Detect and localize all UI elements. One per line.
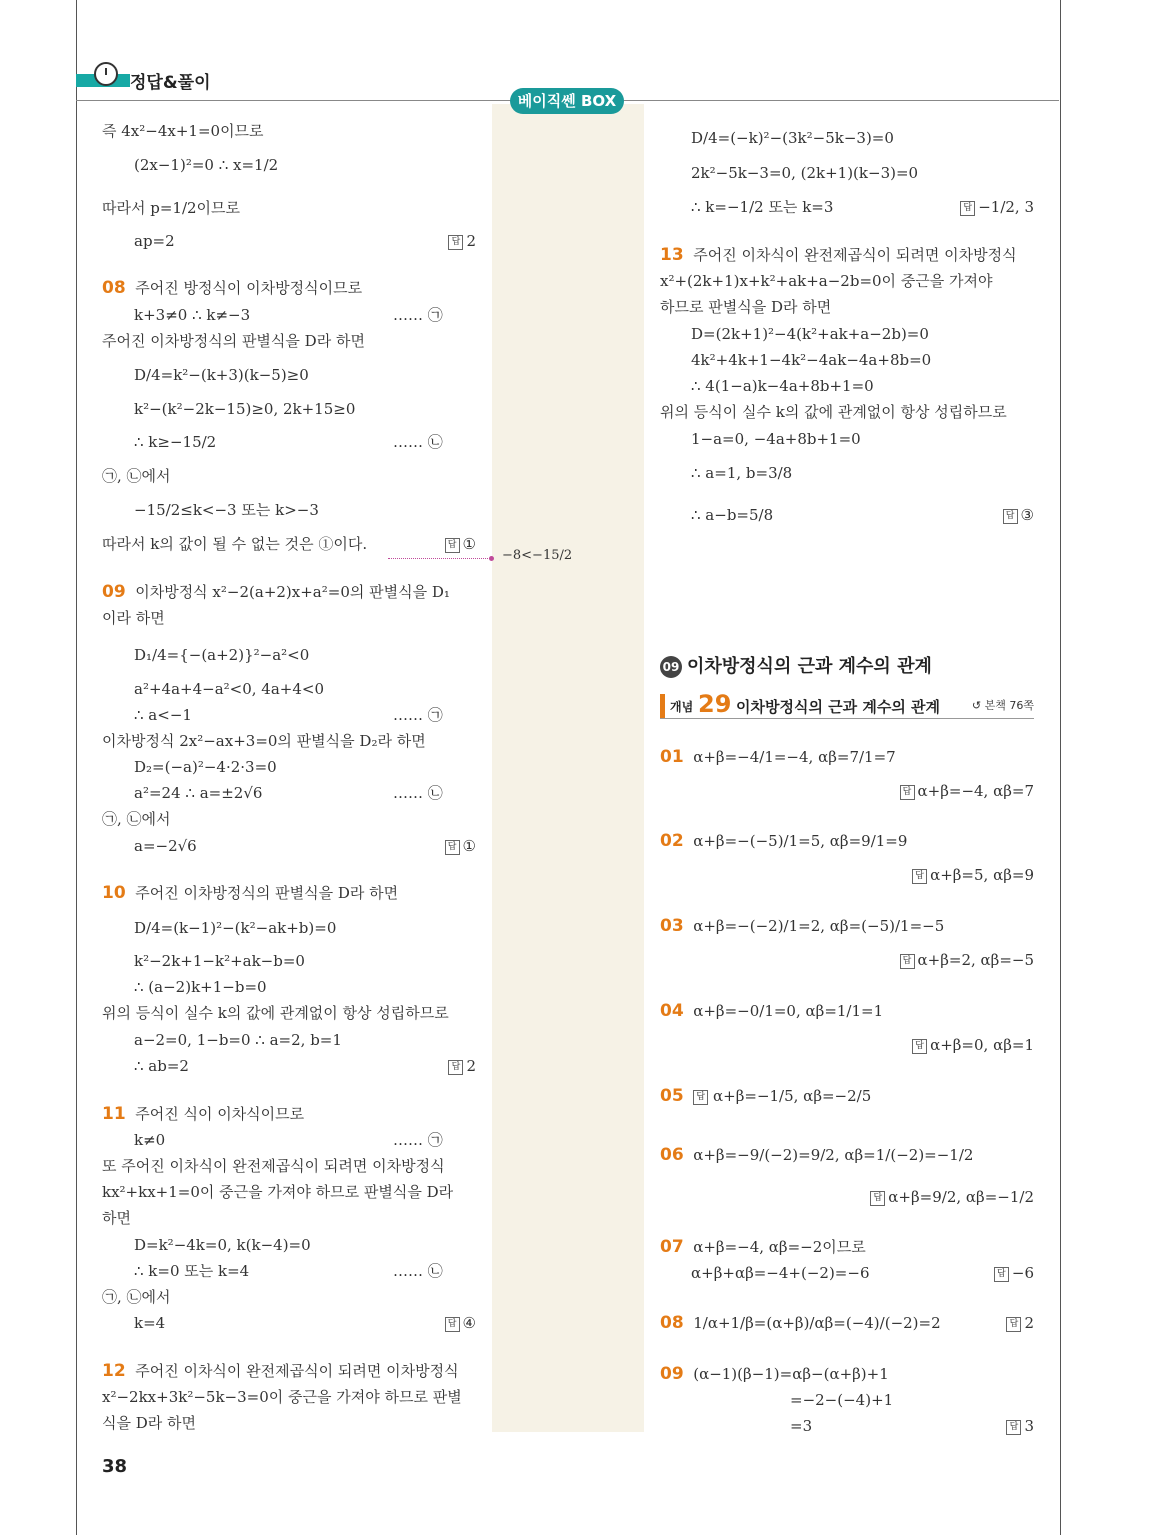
answer: 답 ① [445,534,476,554]
problem-line: 08 주어진 방정식이 이차방정식이므로 [102,278,363,298]
problem-number: 06 [660,1145,684,1165]
text-line: 따라서 k의 값이 될 수 없는 것은 ①이다. [102,535,368,553]
problem-line: 01 α+β=−4/1=−4, αβ=7/1=7 [660,747,896,767]
equation-mark: …… ㉠ [393,306,443,324]
text-line: x²−2kx+3k²−5k−3=0이 중근을 가져야 하므로 판별 [102,1388,462,1406]
text-line: 1−a=0, −4a+8b+1=0 [691,430,861,448]
text-line: ∴ k=0 또는 k=4 [134,1262,250,1280]
text-line: k²−2k+1−k²+ak−b=0 [134,952,305,970]
text-line: ∴ a=1, b=3/8 [691,464,793,482]
problem-number: 12 [102,1361,126,1381]
text-line: D₁/4={−(a+2)}²−a²<0 [134,646,310,664]
text-line: 이차방정식 2x²−ax+3=0의 판별식을 D₂라 하면 [102,732,426,750]
text-line: 하므로 판별식을 D라 하면 [660,298,832,316]
text-line: kx²+kx+1=0이 중근을 가져야 하므로 판별식을 D라 [102,1183,454,1201]
section-number: 09 [660,656,682,678]
text-line: ∴ 4(1−a)k−4a+8b+1=0 [691,377,874,395]
text-line: k+3≠0 ∴ k≠−3 [134,306,251,324]
text-line: =−2−(−4)+1 [790,1391,894,1409]
problem-line: 07 α+β=−4, αβ=−2이므로 [660,1237,866,1257]
problem-number: 13 [660,245,684,265]
problem-number: 02 [660,831,684,851]
text-line: ㉠, ㉡에서 [102,810,171,828]
text-line: D=(2k+1)²−4(k²+ak+a−2b)=0 [691,325,929,343]
text-line: x²+(2k+1)x+k²+ak+a−2b=0이 중근을 가져야 [660,272,993,290]
text-line: 즉 4x²−4x+1=0이므로 [102,122,264,140]
text-line: ∴ (a−2)k+1−b=0 [134,978,267,996]
problem-line: 11 주어진 식이 이차식이므로 [102,1104,305,1124]
problem-number: 03 [660,916,684,936]
text-line: D/4=k²−(k+3)(k−5)≥0 [134,366,309,384]
text-line: ∴ k=−1/2 또는 k=3 [691,198,834,216]
problem-line: 04 α+β=−0/1=0, αβ=1/1=1 [660,1001,884,1021]
problem-number: 01 [660,747,684,767]
answer-icon: 답 [445,538,460,553]
note-leader-line [388,558,492,559]
basic-box-column [492,104,644,1432]
answer-icon: 답 [1006,1317,1021,1332]
problem-line: 09 이차방정식 x²−2(a+2)x+a²=0의 판별식을 D₁ [102,582,450,602]
equation-mark: …… ㉠ [393,1131,443,1149]
problem-number: 10 [102,883,126,903]
page-number: 38 [102,1456,128,1477]
text-line: ∴ ab=2 [134,1057,189,1075]
answer-icon: 답 [1006,1420,1021,1435]
answer: 답 ④ [445,1313,476,1333]
problem-number: 09 [102,582,126,602]
text-line: −15/2≤k<−3 또는 k>−3 [134,501,319,519]
answer: 답 α+β=5, αβ=9 [912,865,1034,885]
problem-number: 08 [102,278,126,298]
text-line: ap=2 [134,232,175,250]
problem-number: 05 [660,1086,684,1106]
text-line: k²−(k²−2k−15)≥0, 2k+15≥0 [134,400,356,418]
text-line: a²+4a+4−a²<0, 4a+4<0 [134,680,325,698]
text-line: =3 [790,1417,813,1435]
equation-mark: …… ㉡ [393,433,443,451]
answer-icon: 답 [1003,509,1018,524]
text-line: D/4=(−k)²−(3k²−5k−3)=0 [691,129,894,147]
answer: 답 2 [448,1056,476,1076]
text-line: 위의 등식이 실수 k의 값에 관계없이 항상 성립하므로 [102,1004,449,1022]
answer-icon: 답 [445,840,460,855]
text-line: 하면 [102,1209,131,1227]
answer: 답 ③ [1003,505,1034,525]
answer-icon: 답 [693,1090,708,1105]
text-line: 주어진 이차방정식의 판별식을 D라 하면 [102,332,365,350]
text-line: (2x−1)²=0 ∴ x=1/2 [134,156,279,174]
problem-line: 03 α+β=−(−2)/1=2, αβ=(−5)/1=−5 [660,916,945,936]
section-heading: 09 이차방정식의 근과 계수의 관계 [660,652,932,678]
text-line: ∴ a<−1 [134,706,192,724]
answer: 답 α+β=2, αβ=−5 [900,950,1035,970]
problem-line: 09 (α−1)(β−1)=αβ−(α+β)+1 [660,1364,889,1384]
answer: 답 2 [448,231,476,251]
text-line: 또 주어진 이차식이 완전제곱식이 되려면 이차방정식 [102,1157,445,1175]
answer: 답 −6 [994,1263,1034,1283]
answer: 답 ① [445,836,476,856]
problem-line: 02 α+β=−(−5)/1=5, αβ=9/1=9 [660,831,908,851]
equation-mark: …… ㉠ [393,706,443,724]
text-line: 따라서 p=1/2이므로 [102,199,241,217]
concept-label: 개념 [670,700,694,714]
answer-icon: 답 [912,869,927,884]
text-line: α+β+αβ=−4+(−2)=−6 [691,1264,870,1282]
concept-header [660,692,1034,719]
text-line: a=−2√6 [134,837,197,855]
answer-icon: 답 [900,785,915,800]
text-line: 2k²−5k−3=0, (2k+1)(k−3)=0 [691,164,919,182]
answer: 답 α+β=9/2, αβ=−1/2 [870,1187,1034,1207]
text-line: 이라 하면 [102,609,165,627]
answer-icon: 답 [994,1267,1009,1282]
text-line: ㉠, ㉡에서 [102,1288,171,1306]
text-line: 4k²+4k+1−4k²−4ak−4a+8b=0 [691,351,932,369]
text-line: ㉠, ㉡에서 [102,467,171,485]
problem-number: 04 [660,1001,684,1021]
text-line: k=4 [134,1314,166,1332]
text-line: D/4=(k−1)²−(k²−ak+b)=0 [134,919,337,937]
problem-line: 06 α+β=−9/(−2)=9/2, αβ=1/(−2)=−1/2 [660,1145,974,1165]
concept-number: 29 [698,690,732,718]
concept-accent-bar [660,694,665,718]
problem-number: 08 [660,1313,684,1333]
answer-icon: 답 [448,235,463,250]
answer-icon: 답 [870,1191,885,1206]
text-line: ∴ a−b=5/8 [691,506,774,524]
text-line: D₂=(−a)²−4·2·3=0 [134,758,277,776]
answer-icon: 답 [448,1060,463,1075]
header-title: 정답&풀이 [130,73,211,93]
answer: 답 2 [1006,1313,1034,1333]
answer-icon: 답 [445,1317,460,1332]
answer: 답 α+β=0, αβ=1 [912,1035,1034,1055]
equation-mark: …… ㉡ [393,1262,443,1280]
problem-number: 07 [660,1237,684,1257]
concept-reference: ↺ 본책 76쪽 [971,699,1034,712]
clock-icon [94,62,118,86]
answer: 답 3 [1006,1416,1034,1436]
answer: 답 α+β=−4, αβ=7 [900,781,1035,801]
problem-line: 10 주어진 이차방정식의 판별식을 D라 하면 [102,883,399,903]
text-line: 식을 D라 하면 [102,1414,197,1432]
problem-line: 05 답 α+β=−1/5, αβ=−2/5 [660,1086,872,1106]
answer-icon: 답 [900,954,915,969]
answer-icon: 답 [960,201,975,216]
text-line: a²=24 ∴ a=±2√6 [134,784,263,802]
concept-title: 이차방정식의 근과 계수의 관계 [736,698,941,716]
text-line: a−2=0, 1−b=0 ∴ a=2, b=1 [134,1031,342,1049]
text-line: k≠0 [134,1131,166,1149]
answer-icon: 답 [912,1039,927,1054]
text-line: 위의 등식이 실수 k의 값에 관계없이 항상 성립하므로 [660,403,1007,421]
problem-number: 11 [102,1104,126,1124]
text-line: ∴ k≥−15/2 [134,433,217,451]
problem-line: 12 주어진 이차식이 완전제곱식이 되려면 이차방정식 [102,1361,459,1381]
answer: 답 −1/2, 3 [960,197,1034,217]
equation-mark: …… ㉡ [393,784,443,802]
problem-line: 08 1/α+1/β=(α+β)/αβ=(−4)/(−2)=2 [660,1313,941,1333]
problem-line: 13 주어진 이차식이 완전제곱식이 되려면 이차방정식 [660,245,1017,265]
problem-number: 09 [660,1364,684,1384]
box-side-note: −8<−15/2 [502,548,573,563]
text-line: D=k²−4k=0, k(k−4)=0 [134,1236,311,1254]
note-dot [489,556,494,561]
basic-box-tag: 베이직쎈 BOX [510,88,624,114]
